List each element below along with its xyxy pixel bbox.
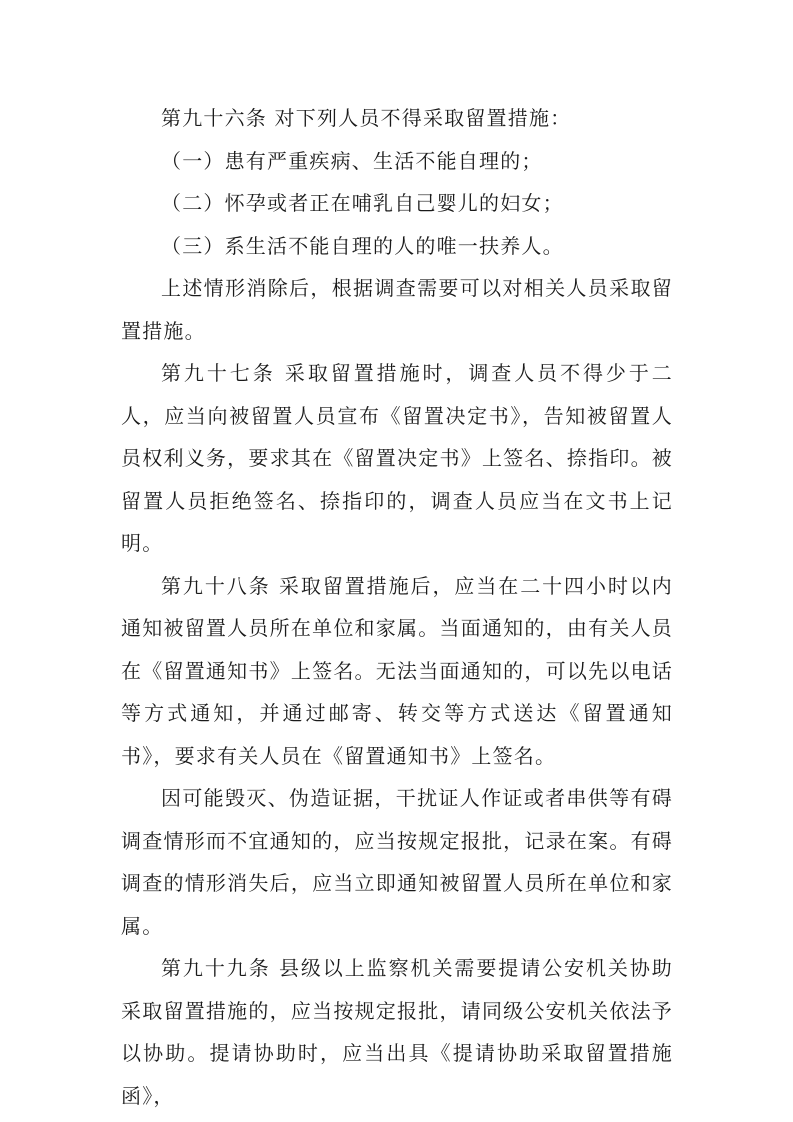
article-99: 第九十九条 县级以上监察机关需要提请公安机关协助采取留置措施的，应当按规定报批，请同级公安机关依法予以协助。提请协助时，应当出具《提请协助采取留置措施函》， xyxy=(121,956,673,1108)
article-96-item-2: （二）怀孕或者正在哺乳自己婴儿的妇女； xyxy=(161,191,564,215)
document-body xyxy=(121,97,673,1117)
article-98-note: 因可能毁灭、伪造证据，干扰证人作证或者串供等有碍调查情形而不宜通知的，应当按规定报批，记录在案。有碍调查的情形消失后，应当立即通知被留置人员所在单位和家属。 xyxy=(121,786,673,938)
article-96-note: 上述情形消除后，根据调查需要可以对相关人员采取留置措施。 xyxy=(121,276,673,343)
article-96-heading: 第九十六条 对下列人员不得采取留置措施： xyxy=(161,106,572,130)
article-96-item-3: （三）系生活不能自理的人的唯一扶养人。 xyxy=(161,233,564,258)
article-96-item-1: （一）患有严重疾病、生活不能自理的； xyxy=(161,148,543,173)
article-98: 第九十八条 采取留置措施后，应当在二十四小时以内通知被留置人员所在单位和家属。当面通知的，由有关人员在《留置通知书》上签名。无法当面通知的，可以先以电话等方式通知，并通过邮寄、转交等方式送达《留置通知书》，要求有关人员在《留置通知书》上签名。 xyxy=(121,573,673,768)
article-97: 第九十七条 采取留置措施时，调查人员不得少于二人，应当向被留置人员宣布《留置决定书》，告知被留置人员权利义务，要求其在《留置决定书》上签名、捺指印。被留置人员拒绝签名、捺指印的，调查人员应当在文书上记明。 xyxy=(121,361,673,555)
